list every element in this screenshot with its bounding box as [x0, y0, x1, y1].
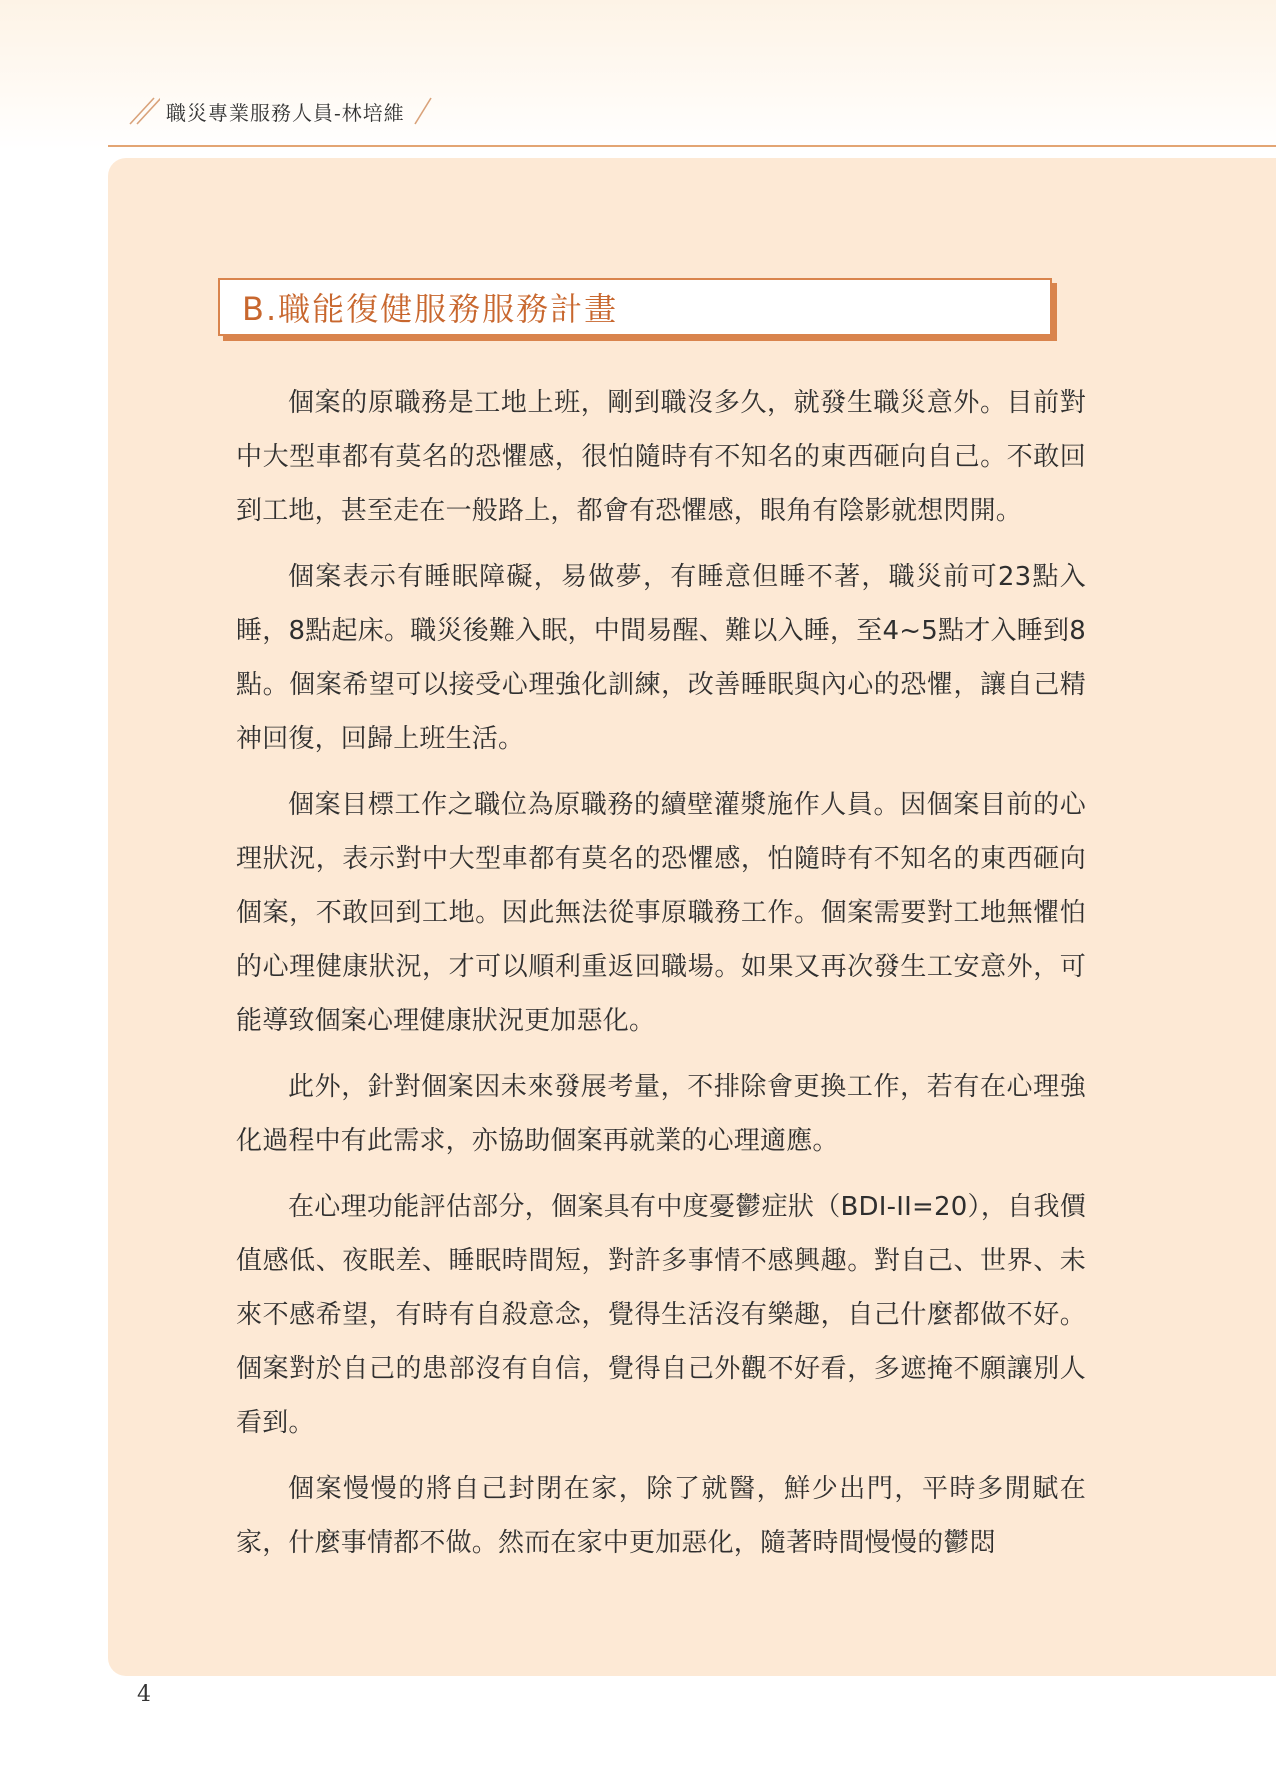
- paragraph: 此外，針對個案因未來發展考量，不排除會更換工作，若有在心理強化過程中有此需求，亦協助個案再就業的心理適應。: [236, 1072, 1086, 1156]
- page-number: 4: [137, 1682, 151, 1707]
- header-title: 職災專業服務人員-林培維: [166, 100, 405, 125]
- section-title: B.職能復健服務服務計畫: [242, 290, 619, 328]
- paragraph: 個案的原職務是工地上班，剛到職沒多久，就發生職災意外。目前對中大型車都有莫名的恐懼感，很怕隨時有不知名的東西砸向自己。不敢回到工地，甚至走在一般路上，都會有恐懼感，眼角有陰影就想閃開。: [236, 388, 1086, 526]
- slash-icon: [413, 96, 433, 126]
- paragraph: 個案表示有睡眠障礙，易做夢，有睡意但睡不著，職災前可23點入睡，8點起床。職災後難入眠，中間易醒、難以入睡，至4~5點才入睡到8點。個案希望可以接受心理強化訓練，改善睡眠與內心的恐懼，讓自己精神回復，回歸上班生活。: [236, 562, 1086, 754]
- paragraph: 在心理功能評估部分，個案具有中度憂鬱症狀（BDI-II=20），自我價值感低、夜眠差、睡眠時間短，對許多事情不感興趣。對自己、世界、未來不感希望，有時有自殺意念，覺得生活沒有樂趣，自己什麼都做不好。個案對於自己的患部沒有自信，覺得自己外觀不好看，多遮掩不願讓別人看到。: [236, 1192, 1086, 1438]
- body-text: [236, 376, 1086, 1582]
- running-header: [126, 94, 433, 128]
- header-divider: [108, 145, 1276, 147]
- paragraph: 個案目標工作之職位為原職務的續壁灌漿施作人員。因個案目前的心理狀況，表示對中大型車都有莫名的恐懼感，怕隨時有不知名的東西砸向個案，不敢回到工地。因此無法從事原職務工作。個案需要對工地無懼怕的心理健康狀況，才可以順利重返回職場。如果又再次發生工安意外，可能導致個案心理健康狀況更加惡化。: [236, 790, 1086, 1036]
- paragraph: 個案慢慢的將自己封閉在家，除了就醫，鮮少出門，平時多閒賦在家，什麼事情都不做。然而在家中更加惡化，隨著時間慢慢的鬱悶: [236, 1474, 1086, 1558]
- section-heading-box: [218, 278, 1052, 336]
- double-slash-icon: [126, 94, 160, 128]
